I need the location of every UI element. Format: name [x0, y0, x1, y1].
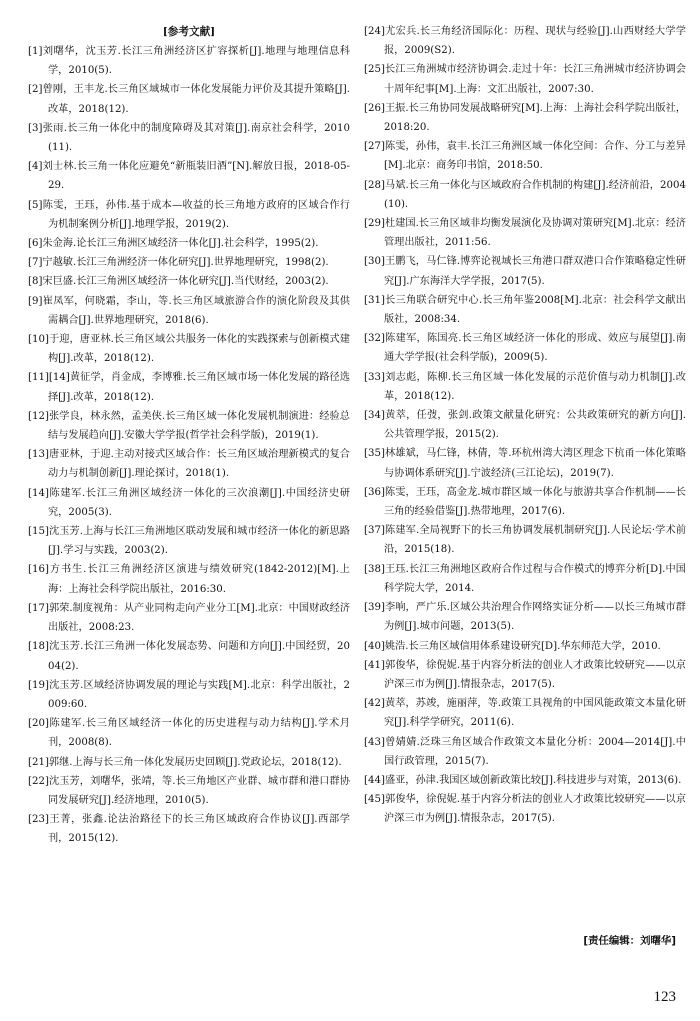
- reference-entry: [42]黄萃，苏竣，施丽萍，等.政策工具视角的中国风能政策文本量化研究[J].科学学研究，2011(6).: [364, 698, 686, 729]
- page-number: 123: [653, 989, 676, 1005]
- reference-entry: [7]宁越敏.长江三角洲经济一体化研究[J].世界地理研究，1998(2).: [28, 257, 329, 269]
- reference-entry: [4]刘士林.长三角一体化应避免“新瓶装旧酒”[N].解放日报，2018-05-29.: [28, 161, 350, 192]
- reference-entry: [10]于迎，唐亚林.长三角区域公共服务一体化的实践探索与创新模式建构[J].改革，2018(12).: [28, 334, 350, 365]
- reference-list-right: [364, 22, 686, 829]
- reference-entry: [44]盛亚，孙津.我国区域创新政策比较[J].科技进步与对策，2013(6).: [364, 774, 682, 786]
- reference-entry: [23]王菁，张鑫.论法治路径下的长三角区域政府合作协议[J].西部学刊，2015(12).: [28, 814, 350, 845]
- reference-entry: [13]唐亚林，于迎.主动对接式区域合作：长三角区域治理新模式的复合动力与机制创新[J].理论探讨，2018(1).: [28, 449, 350, 480]
- reference-entry: [36]陈雯，王珏，高金龙.城市群区域一体化与旅游共享合作机制——长三角的经验借鉴[J].热带地理，2017(6).: [364, 486, 686, 518]
- reference-entry: [15]沈玉芳.上海与长江三角洲地区联动发展和城市经济一体化的新思路[J].学习与实践，2003(2).: [28, 526, 350, 557]
- references-column-left: [28, 22, 350, 849]
- reference-entry: [26]王振.长三角协同发展战略研究[M].上海：上海社会科学院出版社，2018:20.: [364, 102, 686, 134]
- reference-entry: [27]陈雯，孙伟，袁丰.长江三角洲区域一体化空间：合作、分工与差异[M].北京：商务印书馆，2018:50.: [364, 141, 686, 172]
- reference-entry: [17]郭荣.制度视角：从产业同构走向产业分工[M].北京：中国财政经济出版社，2008:23.: [28, 602, 350, 634]
- reference-entry: [1]刘曙华，沈玉芳.长江三角洲经济区扩容探析[J].地理与地理信息科学，2010(5).: [28, 46, 350, 77]
- reference-entry: [18]沈玉芳.长江三角洲一体化发展态势、问题和方向[J].中国经贸，2004(2).: [28, 641, 350, 672]
- reference-entry: [37]陈建军.全局视野下的长三角协调发展机制研究[J].人民论坛·学术前沿，2015(18).: [364, 525, 686, 556]
- reference-entry: [14]陈建军.长江三角洲区域经济一体化的三次浪潮[J].中国经济史研究，2005(3).: [28, 487, 350, 518]
- reference-entry: [29]杜建国.长三角区域非均衡发展演化及协调对策研究[M].北京：经济管理出版社，2011:56.: [364, 218, 686, 249]
- reference-entry: [8]宋巨盛.长江三角洲区域经济一体化研究[J].当代财经，2003(2).: [28, 276, 329, 288]
- reference-entry: [3]张雨.长三角一体化中的制度障碍及其对策[J].南京社会科学，2010(11).: [28, 122, 350, 154]
- reference-entry: [38]王珏.长江三角洲地区政府合作过程与合作模式的博弈分析[D].中国科学院大学，2014.: [364, 563, 686, 594]
- reference-entry: [11][14]黄征学，肖金成，李博雅.长三角区域市场一体化发展的路径选择[J].改革，2018(12).: [28, 372, 350, 403]
- reference-entry: [45]郭俊华，徐倪妮.基于内容分析法的创业人才政策比较研究——以京沪深三市为例[J].情报杂志，2017(5).: [364, 794, 686, 825]
- editor-note: [责任编辑：刘曙华]: [583, 935, 676, 947]
- reference-entry: [41]郭俊华，徐倪妮.基于内容分析法的创业人才政策比较研究——以京沪深三市为例[J].情报杂志，2017(5).: [364, 659, 686, 690]
- reference-entry: [12]张学良，林永然，孟美侠.长三角区域一体化发展机制演进：经验总结与发展趋向[J].安徽大学学报(哲学社会科学版)，2019(1).: [28, 410, 350, 442]
- reference-entry: [16]方书生.长江三角洲经济区演进与绩效研究(1842-2012)[M].上海：上海社会科学院出版社，2016:30.: [28, 564, 350, 595]
- reference-entry: [20]陈建军.长三角区域经济一体化的历史进程与动力结构[J].学术月刊，2008(8).: [28, 718, 350, 749]
- reference-list-left: [28, 42, 350, 849]
- references-heading: [参考文献]: [162, 26, 216, 38]
- reference-entry: [25]长江三角洲城市经济协调会.走过十年：长江三角洲城市经济协调会十周年纪事[M].上海：文汇出版社，2007:30.: [364, 64, 686, 95]
- reference-entry: [21]郭继.上海与长三角一体化发展历史回顾[J].党政论坛，2018(12).: [28, 756, 342, 768]
- reference-entry: [19]沈玉芳.区域经济协调发展的理论与实践[M].北京：科学出版社，2009:60.: [28, 679, 350, 710]
- reference-entry: [6]朱金海.论长江三角洲区域经济一体化[J].社会科学，1995(2).: [28, 238, 319, 250]
- reference-entry: [28]马斌.长三角一体化与区域政府合作机制的构建[J].经济前沿，2004(10).: [364, 179, 686, 210]
- reference-entry: [30]王鹏飞，马仁锋.博弈论视域长三角港口群双港口合作策略稳定性研究[J].广东海洋大学学报，2017(5).: [364, 256, 686, 287]
- references-column-right: [364, 22, 686, 829]
- reference-entry: [32]陈建军，陈国亮.长三角区域经济一体化的形成、效应与展望[J].南通大学学报(社会科学版)，2009(5).: [364, 333, 686, 364]
- reference-entry: [34]黄萃，任弢，张剑.政策文献量化研究：公共政策研究的新方向[J].公共管理学报，2015(2).: [364, 410, 686, 441]
- reference-entry: [24]尤宏兵.长三角经济国际化：历程、现状与经验[J].山西财经大学学报，2009(S2).: [364, 26, 686, 57]
- reference-entry: [33]刘志彪，陈柳.长三角区域一体化发展的示范价值与动力机制[J].改革，2018(12).: [364, 371, 686, 402]
- reference-entry: [40]姚浩.长三角区域信用体系建设研究[D].华东师范大学，2010.: [364, 640, 661, 652]
- reference-entry: [31]长三角联合研究中心.长三角年鉴2008[M].北京：社会科学文献出版社，2008:34.: [364, 294, 686, 326]
- reference-entry: [35]林雄斌，马仁锋，林倩，等.环杭州湾大湾区理念下杭甬一体化策略与协调体系研究[J].宁波经济(三江论坛)，2019(7).: [364, 448, 686, 479]
- reference-entry: [22]沈玉芳，刘曙华，张靖，等.长三角地区产业群、城市群和港口群协同发展研究[J].经济地理，2010(5).: [28, 775, 350, 806]
- reference-entry: [2]曾刚，王丰龙.长三角区域城市一体化发展能力评价及其提升策略[J].改革，2018(12).: [28, 84, 350, 115]
- reference-entry: [5]陈雯，王珏，孙伟.基于成本—收益的长三角地方政府的区域合作行为机制案例分析[J].地理学报，2019(2).: [28, 199, 350, 230]
- reference-entry: [43]曾婧婧.泛珠三角区域合作政策文本量化分析：2004—2014[J].中国行政管理，2015(7).: [364, 736, 686, 767]
- reference-entry: [9]崔凤军，何晓霜，李山，等.长三角区域旅游合作的演化阶段及其供需耦合[J].世界地理研究，2018(6).: [28, 295, 350, 326]
- reference-entry: [39]李响，严广乐.区域公共治理合作网络实证分析——以长三角城市群为例[J].城市问题，2013(5).: [364, 602, 686, 633]
